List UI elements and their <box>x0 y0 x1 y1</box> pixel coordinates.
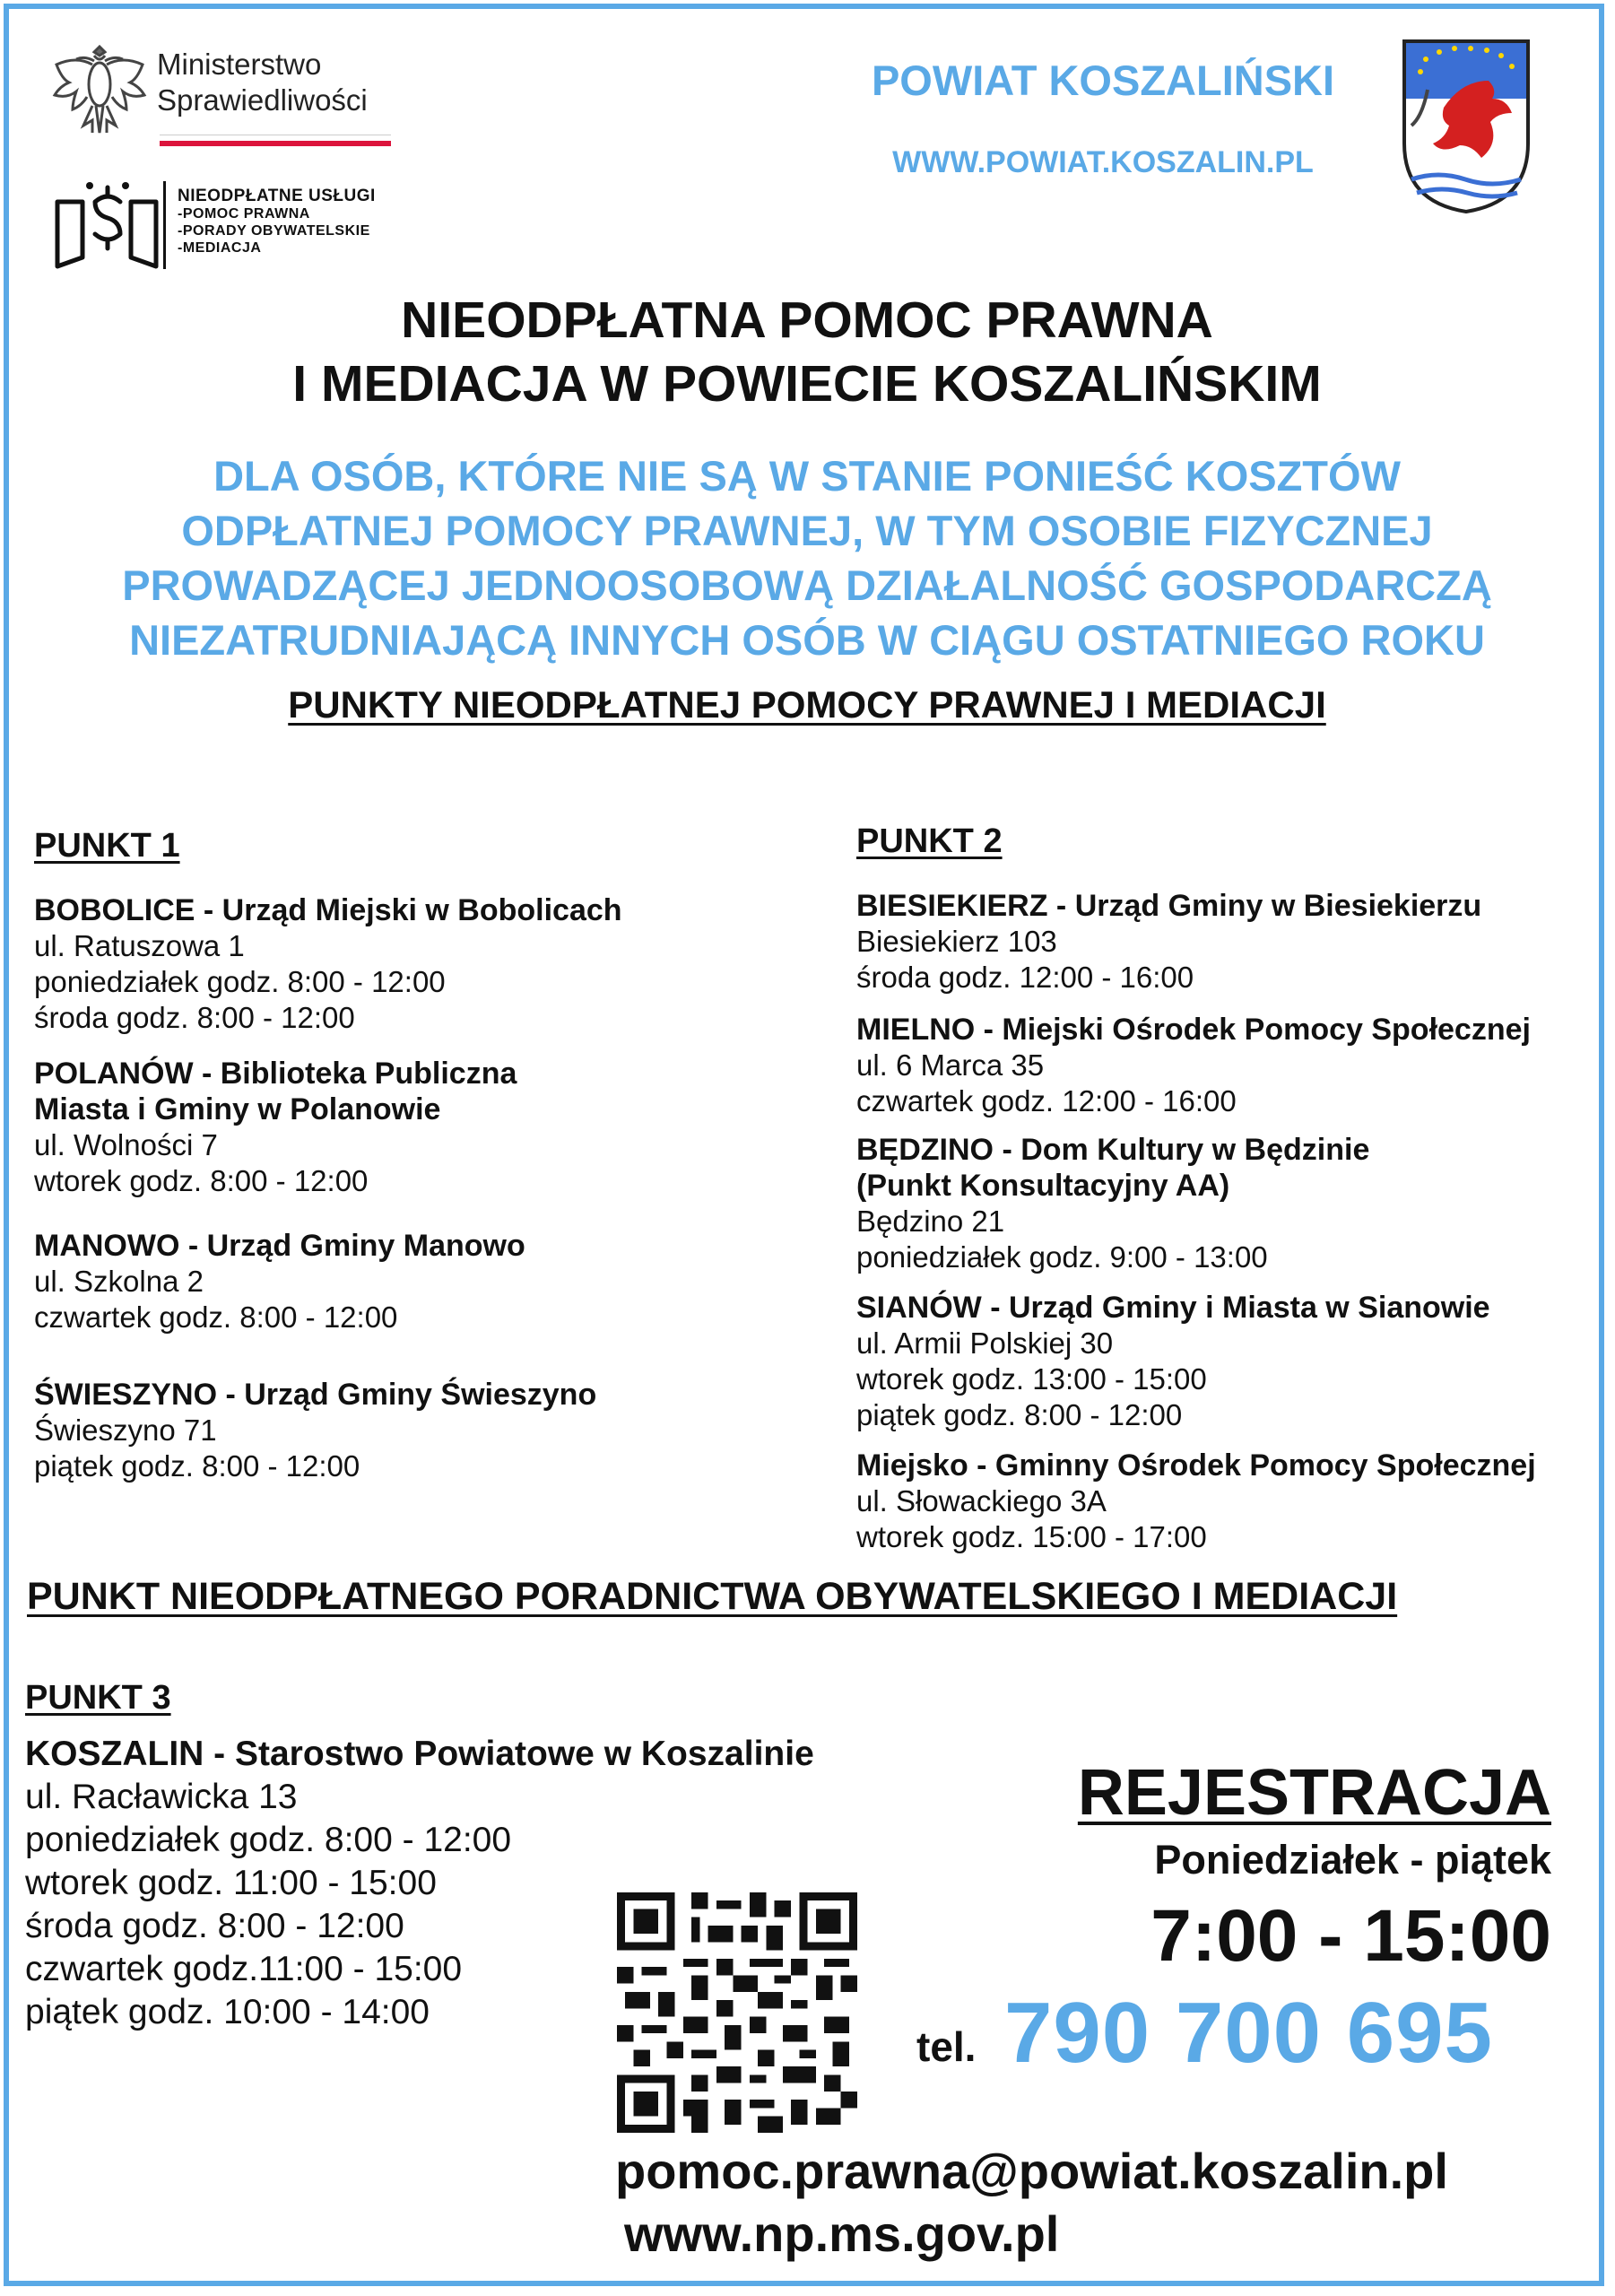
location-name: POLANÓW - Biblioteka Publiczna <box>34 1057 517 1091</box>
contact-website[interactable]: www.np.ms.gov.pl <box>624 2205 1060 2262</box>
location-hours: piątek godz. 8:00 - 12:00 <box>34 1449 360 1483</box>
location-entry <box>856 1012 1592 1119</box>
qr-code-icon[interactable] <box>617 1892 857 2133</box>
location-address: ul. Ratuszowa 1 <box>34 929 245 962</box>
registration-days: Poniedziałek - piątek <box>1154 1837 1551 1883</box>
location-hours: wtorek godz. 8:00 - 12:00 <box>34 1164 369 1197</box>
punkt3-entry <box>25 1733 1012 2034</box>
punkt3-label: PUNKT 3 <box>25 1679 171 1717</box>
location-name-cont: Miasta i Gminy w Polanowie <box>34 1092 441 1126</box>
location-name-cont: (Punkt Konsultacyjny AA) <box>856 1169 1230 1203</box>
location-hours: czwartek godz. 8:00 - 12:00 <box>34 1300 398 1334</box>
location-address: ul. 6 Marca 35 <box>856 1048 1045 1082</box>
section-heading-citizen-advice: PUNKT NIEODPŁATNEGO PORADNICTWA OBYWATELSKIEGO I MEDIACJI <box>27 1575 1398 1618</box>
location-hours: środa godz. 8:00 - 12:00 <box>25 1907 404 1945</box>
county-coat-of-arms-icon <box>1399 36 1533 215</box>
location-name: MIELNO - Miejski Ośrodek Pomocy Społecznej <box>856 1013 1531 1047</box>
location-address: ul. Słowackiego 3A <box>856 1484 1107 1518</box>
location-hours: poniedziałek godz. 9:00 - 13:00 <box>856 1240 1268 1274</box>
ministry-line2: Sprawiedliwości <box>157 83 368 117</box>
location-hours: wtorek godz. 15:00 - 17:00 <box>856 1520 1207 1553</box>
services-item: -POMOC PRAWNA <box>178 206 310 222</box>
location-address: Biesiekierz 103 <box>856 925 1057 958</box>
location-address: ul. Armii Polskiej 30 <box>856 1326 1114 1360</box>
county-url[interactable]: WWW.POWIAT.KOSZALIN.PL <box>892 145 1314 179</box>
ministry-flag-stripe <box>160 135 391 147</box>
location-name: BOBOLICE - Urząd Miejski w Bobolicach <box>34 893 622 927</box>
services-block <box>178 187 376 257</box>
subtitle-line: PROWADZĄCEJ JEDNOOSOBOWĄ DZIAŁALNOŚĆ GOSPODARCZĄ <box>122 561 1492 609</box>
location-hours: wtorek godz. 11:00 - 15:00 <box>25 1864 437 1902</box>
location-name: BĘDZINO - Dom Kultury w Będzinie <box>856 1133 1370 1167</box>
location-name: MANOWO - Urząd Gminy Manowo <box>34 1229 525 1263</box>
location-address: Będzino 21 <box>856 1205 1005 1238</box>
services-item: -MEDIACJA <box>178 240 262 256</box>
location-hours: środa godz. 12:00 - 16:00 <box>856 961 1194 994</box>
location-entry <box>856 1290 1592 1433</box>
phone-label: tel. <box>916 2023 977 2070</box>
location-hours: środa godz. 8:00 - 12:00 <box>34 1001 355 1034</box>
subtitle-line: NIEZATRUDNIAJĄCĄ INNYCH OSÓB W CIĄGU OSTATNIEGO ROKU <box>129 616 1485 664</box>
location-hours: poniedziałek godz. 8:00 - 12:00 <box>34 965 446 998</box>
location-hours: wtorek godz. 13:00 - 15:00 <box>856 1362 1207 1396</box>
location-name: ŚWIESZYNO - Urząd Gminy Świeszyno <box>34 1378 597 1412</box>
punkt1-label: PUNKT 1 <box>34 827 180 865</box>
registration-hours: 7:00 - 15:00 <box>1150 1895 1551 1977</box>
services-title: NIEODPŁATNE USŁUGI <box>178 187 376 205</box>
location-hours: poniedziałek godz. 8:00 - 12:00 <box>25 1821 512 1859</box>
main-title-line1: NIEODPŁATNA POMOC PRAWNA <box>401 291 1213 349</box>
logo-divider <box>163 181 166 269</box>
location-name: BIESIEKIERZ - Urząd Gminy w Biesiekierzu <box>856 889 1482 923</box>
location-entry <box>34 892 814 1036</box>
subtitle-line: ODPŁATNEJ POMOCY PRAWNEJ, W TYM OSOBIE FIZYCZNEJ <box>181 507 1433 554</box>
punkt1-column <box>34 827 814 1484</box>
main-title <box>90 289 1524 416</box>
county-name: POWIAT KOSZALIŃSKI <box>871 57 1335 104</box>
contact-email[interactable]: pomoc.prawna@powiat.koszalin.pl <box>615 2143 1448 2199</box>
ministry-line1: Ministerstwo <box>157 48 322 81</box>
location-address: ul. Szkolna 2 <box>34 1265 204 1298</box>
main-title-line2: I MEDIACJA W POWIECIE KOSZALIŃSKIM <box>292 355 1322 413</box>
phone-number[interactable]: 790 700 695 <box>1004 1985 1493 2081</box>
np-services-logo-icon <box>52 175 161 272</box>
location-name: SIANÓW - Urząd Gminy i Miasta w Sianowie <box>856 1291 1490 1325</box>
location-name: Miejsko - Gminny Ośrodek Pomocy Społecznej <box>856 1448 1536 1483</box>
location-entry <box>856 1132 1592 1275</box>
registration-title: REJESTRACJA <box>1077 1757 1551 1829</box>
location-entry <box>856 888 1592 996</box>
location-name: KOSZALIN - Starostwo Powiatowe w Koszalinie <box>25 1735 814 1773</box>
punkt2-label: PUNKT 2 <box>856 822 1003 860</box>
punkt2-column <box>856 822 1592 1555</box>
ministry-name <box>157 47 368 118</box>
location-hours: piątek godz. 8:00 - 12:00 <box>856 1398 1183 1431</box>
location-entry <box>34 1056 814 1199</box>
location-hours: czwartek godz.11:00 - 15:00 <box>25 1950 463 1988</box>
location-address: Świeszyno 71 <box>34 1413 217 1447</box>
location-address: ul. Racławicka 13 <box>25 1778 298 1816</box>
eligibility-subtitle <box>36 448 1578 667</box>
section-heading-legal-aid: PUNKTY NIEODPŁATNEJ POMOCY PRAWNEJ I MEDIACJI <box>288 683 1326 726</box>
eagle-emblem-icon <box>49 34 150 149</box>
location-address: ul. Wolności 7 <box>34 1128 218 1161</box>
location-hours: piątek godz. 10:00 - 14:00 <box>25 1993 430 2031</box>
services-item: -PORADY OBYWATELSKIE <box>178 223 370 239</box>
location-entry <box>34 1377 814 1484</box>
location-entry <box>856 1448 1592 1555</box>
location-entry <box>34 1228 814 1335</box>
subtitle-line: DLA OSÓB, KTÓRE NIE SĄ W STANIE PONIEŚĆ KOSZTÓW <box>213 452 1401 500</box>
location-hours: czwartek godz. 12:00 - 16:00 <box>856 1084 1237 1118</box>
